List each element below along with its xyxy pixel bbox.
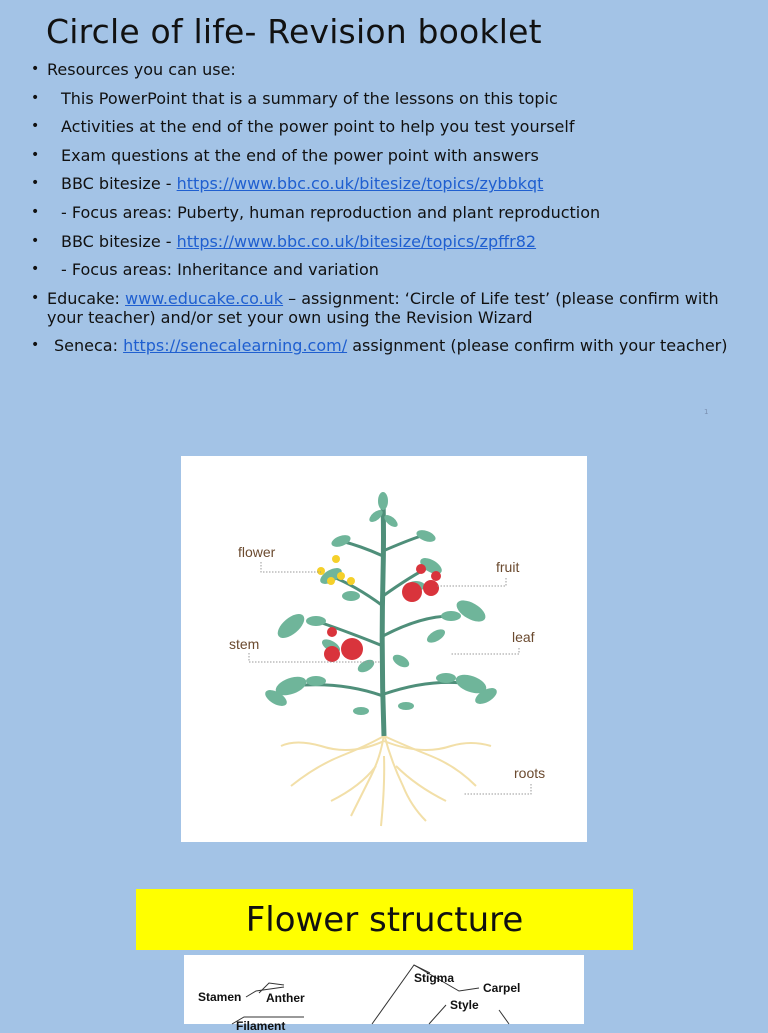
list-item: • This PowerPoint that is a summary of the lessons on this topic <box>28 89 728 108</box>
flower-structure-heading: Flower structure <box>136 889 633 950</box>
stigma-label: Stigma <box>414 971 455 985</box>
page-title: Circle of life- Revision booklet <box>46 12 542 51</box>
seneca-link[interactable]: https://senecalearning.com/ <box>123 336 348 356</box>
list-item: • Resources you can use: <box>28 60 728 79</box>
list-item: • - Focus areas: Puberty, human reproduction and plant reproduction <box>28 203 728 222</box>
educake-link[interactable]: www.educake.co.uk <box>125 288 284 308</box>
stamen-label: Stamen <box>198 990 242 1004</box>
page-number: 1 <box>704 408 709 416</box>
list-item: • Seneca: https://senecalearning.com/ assignment (please confirm with your teacher) <box>28 336 728 355</box>
bbc-bitesize-link-2[interactable]: https://www.bbc.co.uk/bitesize/topics/zpffr82 <box>176 231 537 251</box>
flower-structure-diagram <box>184 955 584 1033</box>
bbc-bitesize-link-1[interactable]: https://www.bbc.co.uk/bitesize/topics/zybbkqt <box>176 174 544 194</box>
list-item: • Activities at the end of the power point to help you test yourself <box>28 117 728 136</box>
resource-list <box>28 60 728 365</box>
style-label: Style <box>450 998 479 1012</box>
roots-label: roots <box>514 765 546 781</box>
list-item: • BBC bitesize - https://www.bbc.co.uk/bitesize/topics/zybbkqt <box>28 174 728 193</box>
filament-label: Filament <box>236 1019 286 1033</box>
leaf-label: leaf <box>512 629 535 645</box>
plant-diagram <box>181 456 587 842</box>
stem-label: stem <box>229 636 260 652</box>
flower-label: flower <box>238 544 276 560</box>
list-item: • Educake: www.educake.co.uk – assignment: ‘Circle of Life test’ (please confirm with your teacher) and/or set your own using the Revision Wizard <box>28 289 728 327</box>
list-item: • - Focus areas: Inheritance and variation <box>28 260 728 279</box>
anther-label: Anther <box>266 991 305 1005</box>
list-item: • Exam questions at the end of the power point with answers <box>28 146 728 165</box>
flower-diagram-lines <box>184 955 584 1024</box>
list-item: • BBC bitesize - https://www.bbc.co.uk/bitesize/topics/zpffr82 <box>28 232 728 251</box>
fruit-label: fruit <box>496 559 520 575</box>
carpel-label: Carpel <box>483 981 521 995</box>
